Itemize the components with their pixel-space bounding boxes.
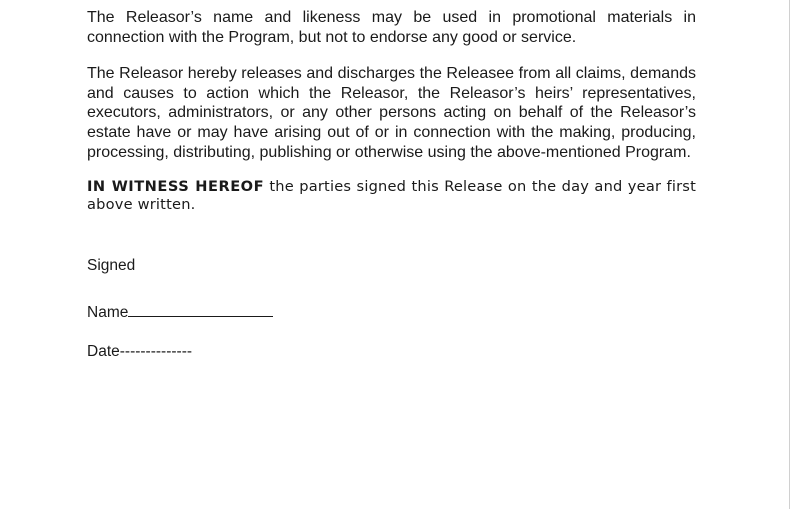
release-paragraph: The Releasor hereby releases and discharges the Releasee from all claims, demands and causes to action which the Releasor, the Releasor’s heirs’ representatives, executors, administrators, or any other persons acting on behalf of the Releasor’s estate have or may have arising out of or in connection with the making, producing, processing, distributing, publishing or otherwise using the above-mentioned Program. — [87, 65, 696, 161]
name-signature-line — [128, 300, 273, 317]
date-label: Date — [87, 343, 120, 360]
signed-label: Signed — [87, 257, 136, 274]
likeness-paragraph: The Releasor’s name and likeness may be used in promotional materials in connection with the Program, but not to endorse any good or service. — [87, 9, 696, 46]
name-label: Name — [87, 304, 129, 321]
date-line: -------------- — [119, 343, 193, 360]
date-field — [87, 342, 192, 362]
name-field — [87, 300, 273, 323]
witness-paragraph — [87, 178, 696, 213]
witness-text: the parties signed this Release on the day and year first above written. — [87, 178, 696, 213]
witness-lead: IN WITNESS HEREOF — [87, 178, 265, 195]
